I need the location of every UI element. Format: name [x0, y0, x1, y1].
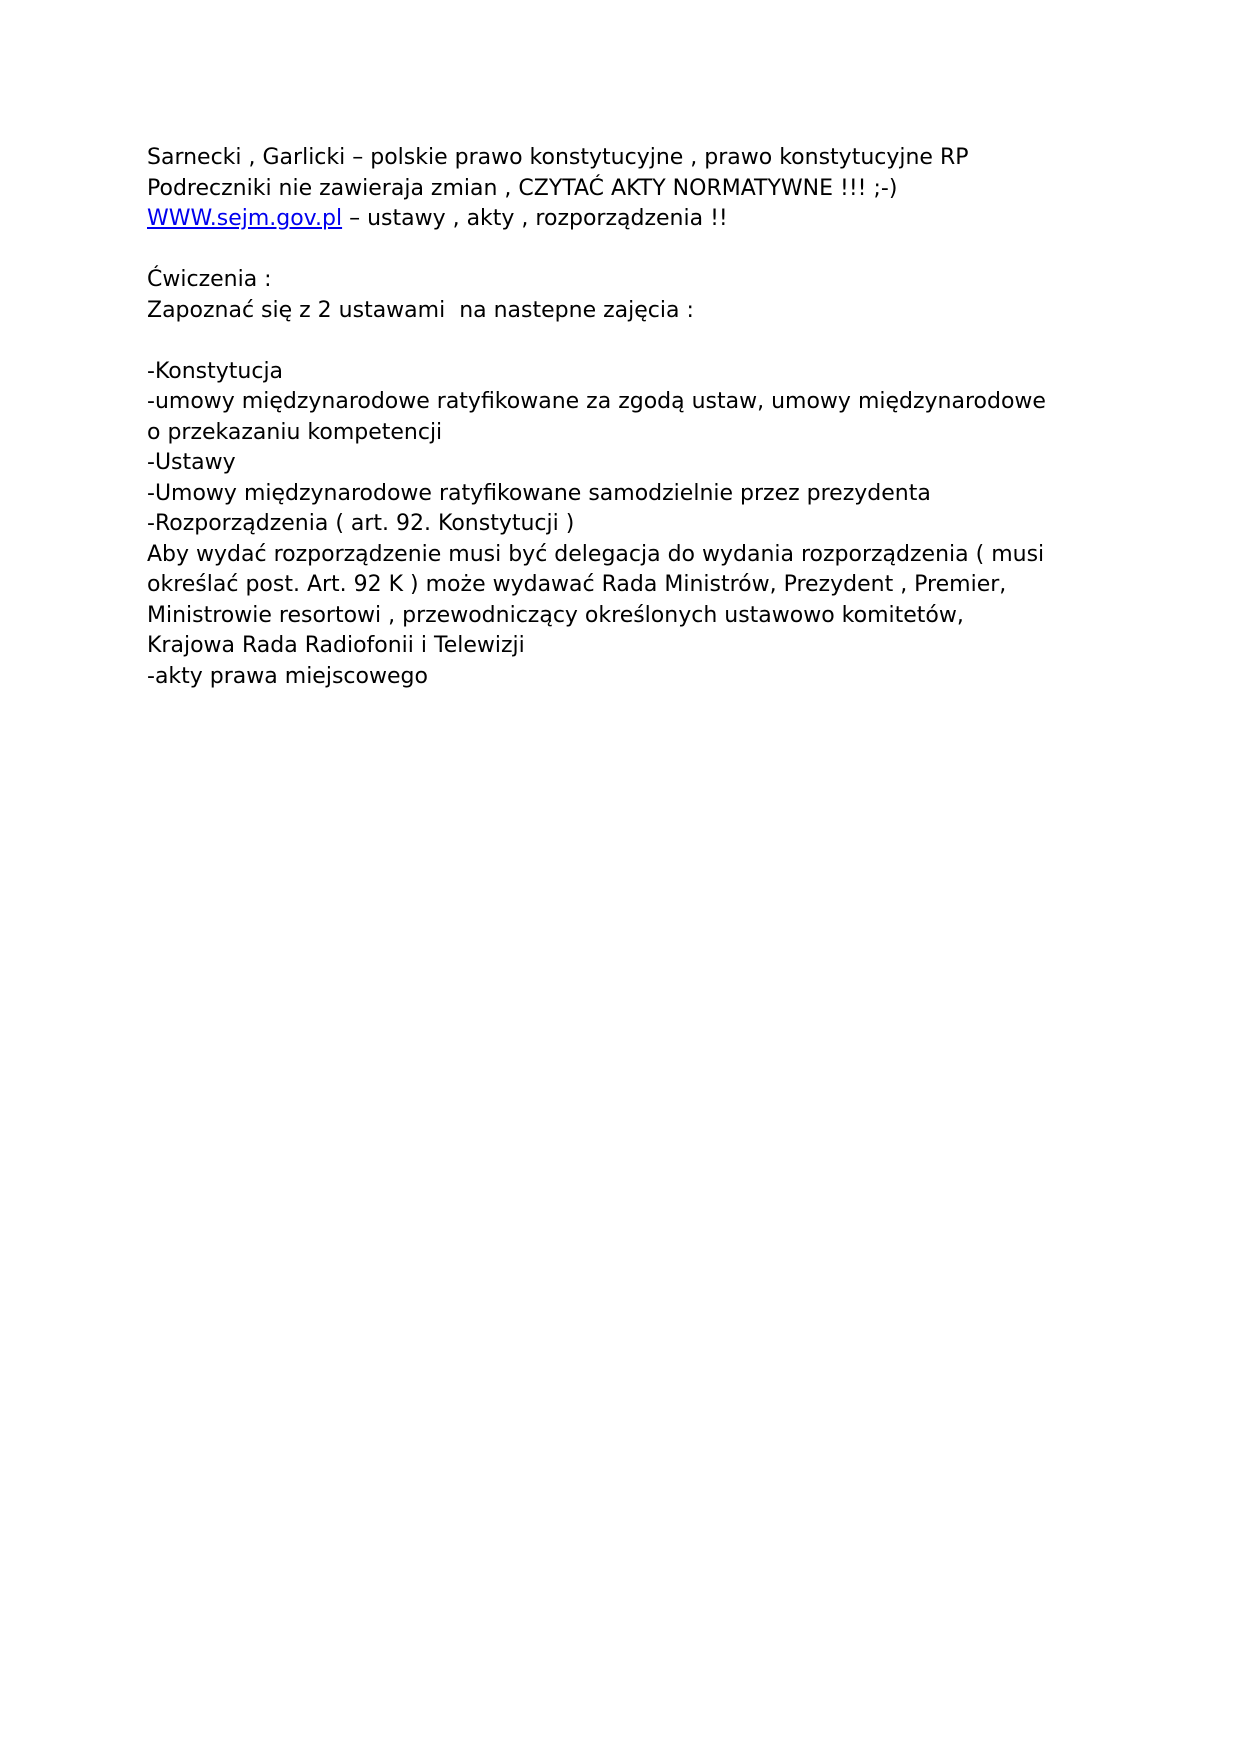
exercises-heading: Ćwiczenia :	[147, 267, 272, 292]
sejm-link[interactable]: WWW.sejm.gov.pl	[147, 206, 343, 231]
list-item: -Umowy międzynarodowe ratyfikowane samodzielnie przez prezydenta	[147, 480, 931, 506]
list-item: o przekazaniu kompetencji	[147, 419, 443, 445]
blank-line	[147, 235, 1097, 266]
reference-line-2: Podreczniki nie zawieraja zmian , CZYTAĆ AKTY NORMATYWNE !!! ;-)	[147, 175, 898, 201]
list-item: -akty prawa miejscowego	[147, 663, 428, 689]
list-item: Ministrowie resortowi , przewodniczący określonych ustawowo komitetów,	[147, 602, 964, 628]
link-suffix: – ustawy , akty , rozporządzenia !!	[342, 206, 728, 231]
list-item: -Konstytucja	[147, 358, 284, 384]
list-item: -Rozporządzenia ( art. 92. Konstytucji )	[147, 511, 575, 536]
blank-line	[147, 326, 1097, 357]
list-item: Aby wydać rozporządzenie musi być delegacja do wydania rozporządzenia ( musi	[147, 541, 1045, 567]
list-item: -Ustawy	[147, 450, 236, 475]
exercises-instruction: Zapoznać się z 2 ustawami na nastepne zajęcia :	[147, 297, 694, 323]
list-item: określać post. Art. 92 K ) może wydawać Rada Ministrów, Prezydent , Premier,	[147, 572, 1007, 597]
reference-line-1: Sarnecki , Garlicki – polskie prawo konstytucyjne , prawo konstytucyjne RP	[147, 145, 969, 170]
list-item: -umowy międzynarodowe ratyfikowane za zgodą ustaw, umowy międzynarodowe	[147, 389, 1046, 414]
document-body	[147, 143, 1097, 692]
list-item: Krajowa Rada Radiofonii i Telewizji	[147, 633, 525, 658]
reference-line-3	[147, 204, 1097, 235]
